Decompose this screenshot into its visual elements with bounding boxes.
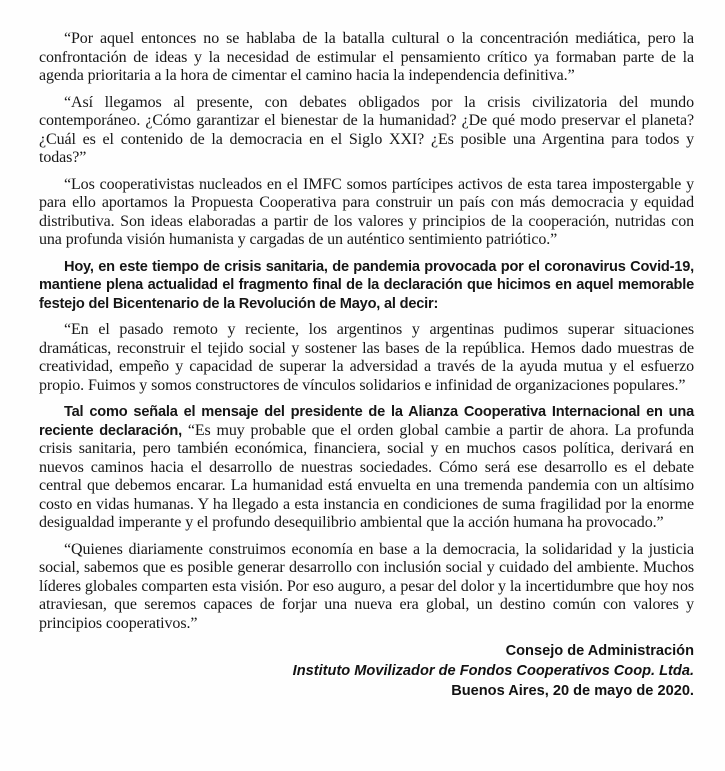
paragraph-quote-nueva-era: “Quienes diariamente construimos economía en base a la democracia, la solidaridad y la justicia social, sabemos que es posible generar desarrollo con inclusión social y cuidado del ambiente. Muchos líderes globales comparten esta visión. Por eso auguro, a pesar del dolor y la incertidumbre que hoy nos atraviesan, que seremos capaces de forjar una nueva era global, un destino común con valores y principios cooperativos.” <box>39 540 694 632</box>
signature-place-date: Buenos Aires, 20 de mayo de 2020. <box>451 683 694 699</box>
signature-council: Consejo de Administración <box>505 643 694 659</box>
paragraph-quote-propuesta-cooperativa: “Los cooperativistas nucleados en el IMFC somos partícipes activos de esta tarea impostergable y para ello aportamos la Propuesta Cooperativa para construir un país con más democracia y equidad distributiva. Son ideas elaboradas a partir de los valores y principios de la cooperación, nutridas con una profunda visión humanista y cargadas de un auténtico sentimiento patriótico.” <box>39 175 694 248</box>
paragraph-narrative-pandemia: Hoy, en este tiempo de crisis sanitaria, de pandemia provocada por el coronavirus Covid-19, mantiene plena actualidad el fragmento final de la declaración que hicimos en aquel memorable festejo del Bicentenario de la Revolución de Mayo, al decir: <box>39 258 694 312</box>
paragraph-quote-bicentenario: “En el pasado remoto y reciente, los argentinos y argentinas pudimos superar situaciones dramáticas, reconstruir el tejido social y sostener las bases de la república. Hemos dado muestras de creatividad, empeño y capacidad de superar la adversidad a través de la ayuda mutua y el esfuerzo propio. Fuimos y somos constructores de vínculos solidarios e infinidad de organizaciones populares.” <box>39 321 694 394</box>
paragraph-quote-text: “Es muy probable que el orden global cambie a partir de ahora. La profunda crisis sanitaria, pero también económica, financiera, social y en muchos casos política, derivará en nuevos caminos hacia el desarrollo de nuestras sociedades. Cómo será ese desarrollo es el debate central que debemos encarar. La humanidad está envuelta en una tremenda pandemia con un altísimo costo en vidas humanas. Y ha llegado a esta instancia en condiciones de suma fragilidad por la enorme desigualdad imperante y el profundo desequilibrio ambiental que la acción humana ha provocado.” <box>39 421 695 531</box>
paragraph-quote-crisis-civilizatoria: “Así llegamos al presente, con debates obligados por la crisis civilizatoria del mundo contemporáneo. ¿Cómo garantizar el bienestar de la humanidad? ¿De qué modo preservar el planeta? ¿Cuál es el contenido de la democracia en el Siglo XXI? ¿Es posible una Argentina para todos y todas?” <box>39 93 694 166</box>
paragraph-lead-text: Tal como señala el mensaje del presidente de la Alianza Cooperativa Internacional en una reciente declaración, <box>39 404 694 439</box>
paragraph-quote-batalla-cultural: “Por aquel entonces no se hablaba de la batalla cultural o la concentración mediática, pero la confrontación de ideas y la necesidad de estimular el pensamiento crítico ya formaban parte de la agenda prioritaria a la hora de cimentar el camino hacia la independencia definitiva.” <box>39 30 694 84</box>
paragraph-mixed-alianza-cooperativa <box>39 403 694 533</box>
signature-organization: Instituto Movilizador de Fondos Cooperativos Coop. Ltda. <box>292 663 694 679</box>
signature-block <box>39 641 694 701</box>
